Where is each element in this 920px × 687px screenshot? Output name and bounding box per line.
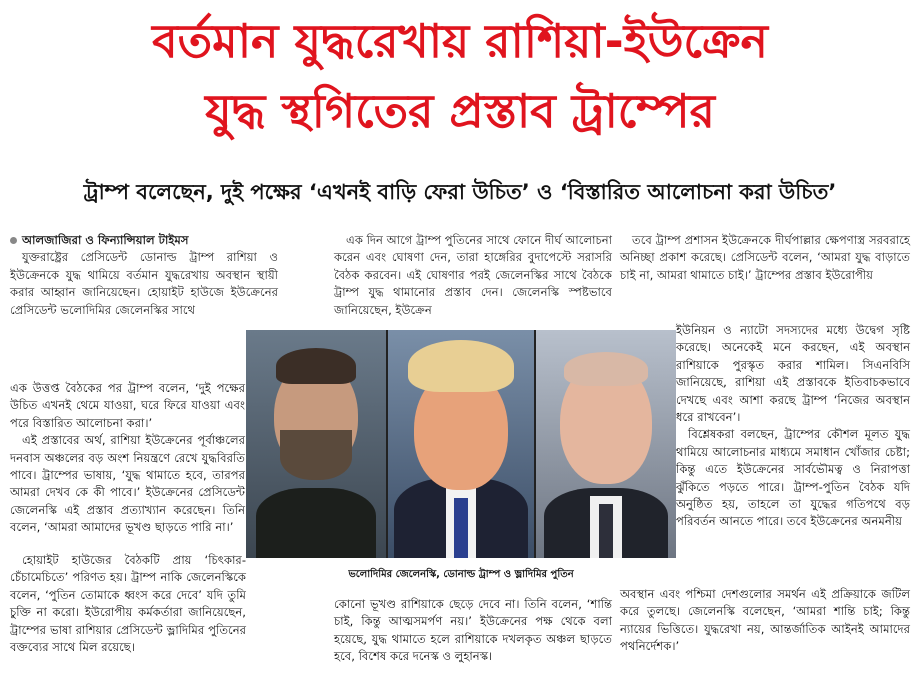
col1-paragraph-3: এই প্রস্তাবের অর্থ, রাশিয়া ইউক্রেনের পূর্বাঞ্চলের দনবাস অঞ্চলের বড় অংশ নিয়ন্ত্রণে রেখে যুদ্ধবিরতি পাবে। ট্রাম্পের ভাষায়, ‘যুদ্ধ থামাতে হবে, তারপর আমরা দেখব কে কী পাবে।’ ইউক্রেনের প্রেসিডেন্ট জেলেনস্কি এই প্রস্তাব প্রত্যাখ্যান করেছেন। তিনি বলেন, ‘আমরা আমাদের ভূখণ্ড ছাড়তে পারি না।’ bbox=[10, 433, 245, 535]
column-3-top bbox=[620, 232, 910, 284]
column-3-lower bbox=[676, 322, 910, 531]
headline-line-2: যুদ্ধ স্থগিতের প্রস্তাব ট্রাম্পের bbox=[205, 84, 715, 138]
col1-paragraph-4: হোয়াইট হাউজের বৈঠকটি প্রায় ‘চিৎকার-চেঁচামেচিতে’ পরিণত হয়। ট্রাম্প নাকি জেলেনস্কিকে বলেন, ‘পুতিন তোমাকে ধ্বংস করে দেবে’ যদি তুমি চুক্তি না করো। ইউরোপীয় কর্মকর্তারা জানিয়েছেন, ট্রাম্পের ভাষা রাশিয়ার প্রেসিডেন্ট ভ্লাদিমির পুতিনের বক্তব্যের সাথে মিল রয়েছে। bbox=[10, 553, 246, 655]
headline-line-1: বর্তমান যুদ্ধরেখায় রাশিয়া-ইউক্রেন bbox=[152, 14, 768, 68]
col3-paragraph-2: ইউনিয়ন ও ন্যাটো সদস্যদের মধ্যে উদ্বেগ সৃষ্টি করেছে। অনেকেই মনে করছেন, এই অবস্থান রাশিয়াকে পুরস্কৃত করার শামিল। সিএনবিসি জানিয়েছে, রাশিয়া এই প্রস্তাবকে ইতিবাচকভাবে দেখছে এবং আশা করছে ট্রাম্প ‘নিজের অবস্থান ধরে রাখবেন’। bbox=[676, 323, 910, 425]
source-line bbox=[10, 232, 278, 249]
leaders-photo bbox=[246, 330, 676, 558]
column-1-lower bbox=[10, 380, 245, 537]
column-2-top bbox=[334, 232, 612, 319]
col1-paragraph-2: এক উত্তপ্ত বৈঠকের পর ট্রাম্প বলেন, ‘দুই পক্ষের উচিত এখনই থেমে যাওয়া, ঘরে ফিরে যাওয়া এবং পরে বিস্তারিত আলোচনা করা।’ bbox=[10, 381, 245, 430]
col2-paragraph-1: এক দিন আগে ট্রাম্প পুতিনের সাথে ফোনে দীর্ঘ আলোচনা করেন এবং ঘোষণা দেন, তারা হাঙ্গেরির বুদাপেস্টে সরাসরি বৈঠক করবেন। এই ঘোষণার পরই জেলেনস্কির সাথে বৈঠকে ট্রাম্প যুদ্ধ থামানোর প্রস্তাব দেন। জেলেনস্কি স্পষ্টভাবে জানিয়েছেন, ইউক্রেন bbox=[334, 233, 612, 317]
subheadline: ট্রাম্প বলেছেন, দুই পক্ষের ‘এখনই বাড়ি ফেরা উচিত’ ও ‘বিস্তারিত আলোচনা করা উচিত’ bbox=[83, 180, 837, 204]
photo-trump bbox=[388, 330, 534, 558]
col3-paragraph-3: বিশ্লেষকরা বলছেন, ট্রাম্পের কৌশল মূলত যুদ্ধ থামিয়ে আলোচনার মাধ্যমে সমাধান খোঁজার চেষ্টা; কিন্তু এতে ইউক্রেনের সার্বভৌমত্ব ও নিরাপত্তা ঝুঁকিতে পড়তে পারে। ট্রাম্প-পুতিন বৈঠক যদি অনুষ্ঠিত হয়, তাহলে তা যুদ্ধের গতিপথে বড় পরিবর্তন আনতে পারে। তবে ইউক্রেনের অনমনীয় bbox=[676, 427, 910, 529]
column-1-bottom bbox=[10, 552, 246, 656]
column-3-bottom bbox=[620, 586, 910, 656]
source-text: আলজাজিরা ও ফিন্যান্সিয়াল টাইমস bbox=[22, 233, 189, 247]
col1-paragraph-1: যুক্তরাষ্ট্রের প্রেসিডেন্ট ডোনাল্ড ট্রাম্প রাশিয়া ও ইউক্রেনকে যুদ্ধ থামিয়ে বর্তমান যুদ্ধরেখায় অবস্থান স্থায়ী করার আহ্বান জানিয়েছেন। হোয়াইট হাউজে ইউক্রেনের প্রেসিডেন্ট ভলোদিমির জেলেনস্কির সাথে bbox=[10, 250, 278, 317]
col3-paragraph-4: অবস্থান এবং পশ্চিমা দেশগুলোর সমর্থন এই প্রক্রিয়াকে জটিল করে তুলছে। জেলেনস্কি বলেছেন, ‘আমরা শান্তি চাই; কিন্তু ন্যায়ের ভিত্তিতে। যুদ্ধরেখা নয়, আন্তর্জাতিক আইনই আমাদের পথনির্দেশক।’ bbox=[620, 587, 910, 654]
photo-zelensky bbox=[246, 330, 386, 558]
column-2-bottom bbox=[334, 596, 612, 666]
column-1-top bbox=[10, 232, 278, 319]
photo-putin bbox=[536, 330, 676, 558]
bullet-icon bbox=[10, 237, 17, 244]
col3-paragraph-1: তবে ট্রাম্প প্রশাসন ইউক্রেনকে দীর্ঘপাল্লার ক্ষেপণাস্ত্র সরবরাহে অনিচ্ছা প্রকাশ করেছে। প্রেসিডেন্ট বলেন, ‘আমরা যুদ্ধ বাড়াতে চাই না, আমরা থামাতে চাই।’ ট্রাম্পের প্রস্তাব ইউরোপীয় bbox=[620, 233, 910, 282]
col2-paragraph-2: কোনো ভূখণ্ড রাশিয়াকে ছেড়ে দেবে না। তিনি বলেন, ‘শান্তি চাই, কিন্তু আত্মসমর্পণ নয়।’ ইউক্রেনের পক্ষ থেকে বলা হয়েছে, যুদ্ধ থামাতে হলে রাশিয়াকে দখলকৃত অঞ্চল ছাড়তে হবে, বিশেষ করে দনেস্ক ও লুহানস্ক। bbox=[334, 597, 612, 664]
photo-caption: ভলোদিমির জেলেনস্কি, ডোনাল্ড ট্রাম্প ও ভ্লাদিমির পুতিন bbox=[348, 569, 574, 580]
